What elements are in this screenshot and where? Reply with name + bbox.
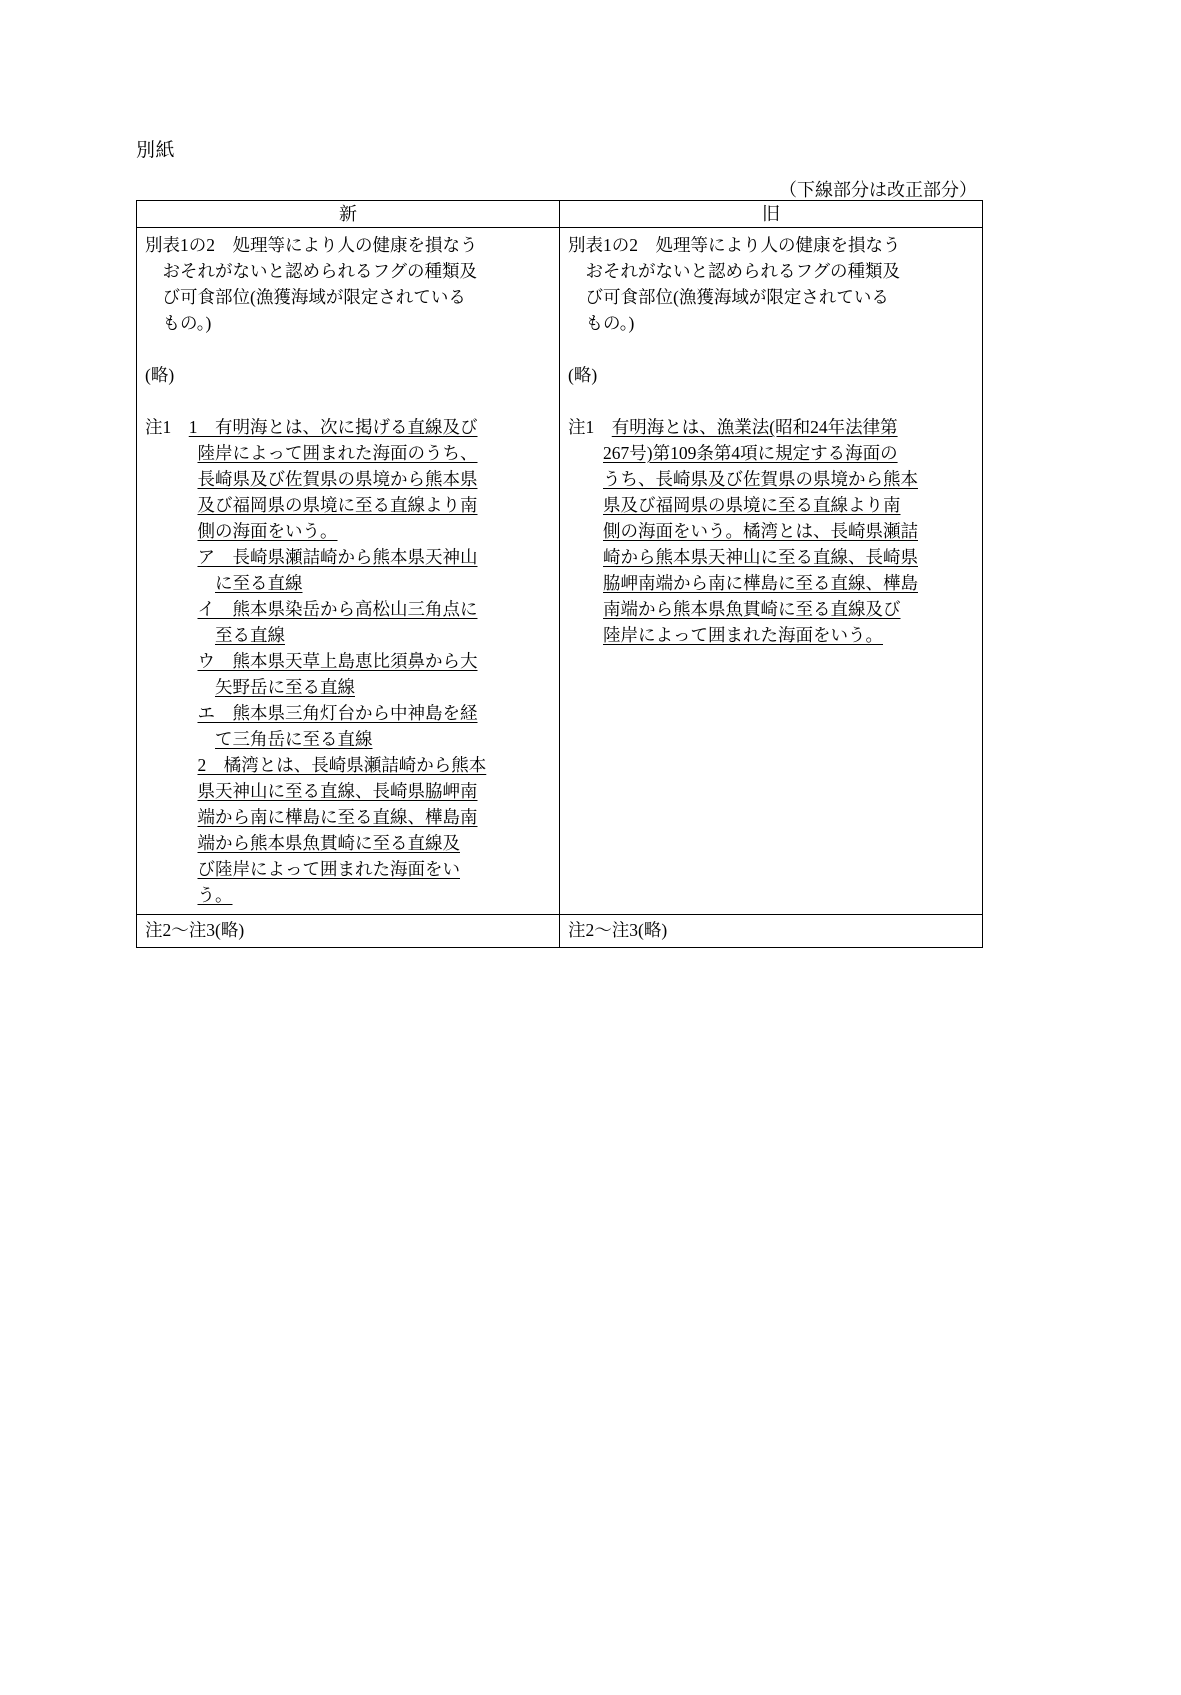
- old-heading-block: [568, 232, 974, 336]
- table-body: [137, 228, 983, 948]
- text-line: [145, 310, 551, 336]
- spacer: [568, 388, 974, 414]
- old-column-content: [560, 228, 982, 654]
- text-line: [145, 570, 551, 596]
- new-old-comparison-table: [136, 200, 983, 948]
- table-content-row: [137, 228, 983, 915]
- table-head: [137, 201, 983, 228]
- line-text: 端から熊本県魚貫崎に至る直線及: [197, 833, 460, 853]
- new-column-content: [137, 228, 559, 914]
- line-text: 至る直線: [215, 625, 285, 645]
- text-line: [145, 830, 551, 856]
- line-text: 長崎県及び佐賀県の県境から熊本県: [197, 469, 478, 489]
- text-line: [568, 310, 974, 336]
- old-footer-note: 注2～注3(略): [568, 920, 668, 940]
- text-line: [145, 544, 551, 570]
- text-line: [145, 232, 551, 258]
- text-line: [568, 622, 974, 648]
- text-line: [145, 726, 551, 752]
- column-header-new: 新: [137, 201, 560, 228]
- line-text: イ 熊本県染岳から高松山三角点に: [197, 599, 478, 619]
- document-label: 別紙: [136, 140, 176, 161]
- text-line: [145, 674, 551, 700]
- text-line: [145, 778, 551, 804]
- line-text: う。: [197, 885, 233, 905]
- line-text: び可食部位(漁獲海域が限定されている: [585, 287, 889, 307]
- line-text: 1 有明海とは、次に掲げる直線及び: [188, 417, 478, 437]
- line-text: 矢野岳に至る直線: [215, 677, 355, 697]
- text-line: [568, 544, 974, 570]
- text-line: [145, 492, 551, 518]
- line-prefix: 注1: [568, 417, 612, 437]
- new-omission: (略): [145, 365, 175, 385]
- text-line: [568, 570, 974, 596]
- line-text: おそれがないと認められるフグの種類及: [162, 261, 477, 281]
- cell-old-column: [560, 228, 983, 915]
- line-text: ア 長崎県瀬詰崎から熊本県天神山: [197, 547, 478, 567]
- line-text: エ 熊本県三角灯台から中神島を経: [197, 703, 478, 723]
- text-line: [568, 492, 974, 518]
- text-line: [145, 622, 551, 648]
- spacer: [145, 336, 551, 362]
- new-footer-note: 注2～注3(略): [145, 920, 245, 940]
- text-line: [568, 466, 974, 492]
- line-text: おそれがないと認められるフグの種類及: [585, 261, 900, 281]
- text-line: [568, 284, 974, 310]
- line-text: もの。): [585, 313, 635, 333]
- line-text: 側の海面をいう。: [197, 521, 338, 541]
- column-header-old: 旧: [560, 201, 983, 228]
- text-line: [145, 284, 551, 310]
- line-text: 267号)第109条第4項に規定する海面の: [603, 443, 898, 463]
- line-text: 脇岬南端から南に樺島に至る直線、樺島: [603, 573, 918, 593]
- text-line: [568, 232, 974, 258]
- old-note1-block: [568, 414, 974, 648]
- text-line: [145, 596, 551, 622]
- new-heading-block: [145, 232, 551, 336]
- line-text: うち、長崎県及び佐賀県の県境から熊本: [603, 469, 918, 489]
- text-line: [145, 466, 551, 492]
- old-omission: (略): [568, 365, 598, 385]
- text-line: [568, 258, 974, 284]
- line-text: び陸岸によって囲まれた海面をい: [197, 859, 460, 879]
- text-line: [145, 518, 551, 544]
- line-text: 2 橘湾とは、長崎県瀬詰崎から熊本: [197, 755, 487, 775]
- line-text: 崎から熊本県天神山に至る直線、長崎県: [603, 547, 918, 567]
- text-line: [568, 518, 974, 544]
- line-prefix: 注1: [145, 417, 189, 437]
- line-text: び可食部位(漁獲海域が限定されている: [162, 287, 466, 307]
- cell-new-footer: [137, 915, 560, 948]
- line-text: 陸岸によって囲まれた海面をいう。: [603, 625, 883, 645]
- line-text: 県天神山に至る直線、長崎県脇岬南: [197, 781, 478, 801]
- line-text: 陸岸によって囲まれた海面のうち、: [197, 443, 478, 463]
- line-text: に至る直線: [215, 573, 303, 593]
- text-line: [145, 882, 551, 908]
- text-line: [145, 700, 551, 726]
- text-line: [145, 648, 551, 674]
- line-text: 南端から熊本県魚貫崎に至る直線及び: [603, 599, 901, 619]
- text-line: [145, 752, 551, 778]
- text-line: [568, 414, 974, 440]
- line-text: ウ 熊本県天草上島恵比須鼻から大: [197, 651, 478, 671]
- line-text: 別表1の2 処理等により人の健康を損なう: [568, 235, 901, 255]
- line-text: 端から南に樺島に至る直線、樺島南: [197, 807, 478, 827]
- new-note1-block: [145, 414, 551, 908]
- text-line: [568, 440, 974, 466]
- line-text: 有明海とは、漁業法(昭和24年法律第: [611, 417, 898, 437]
- text-line: [145, 440, 551, 466]
- text-line: [568, 596, 974, 622]
- line-text: 県及び福岡県の県境に至る直線より南: [603, 495, 901, 515]
- text-line: [145, 414, 551, 440]
- line-text: もの。): [162, 313, 212, 333]
- text-line: [145, 856, 551, 882]
- line-text: 及び福岡県の県境に至る直線より南: [197, 495, 478, 515]
- revision-note: （下線部分は改正部分）: [779, 180, 977, 200]
- text-line: [145, 804, 551, 830]
- line-text: て三角岳に至る直線: [215, 729, 373, 749]
- text-line: [145, 258, 551, 284]
- spacer: [145, 388, 551, 414]
- table-footer-row: [137, 915, 983, 948]
- table-header-row: [137, 201, 983, 228]
- cell-old-footer: [560, 915, 983, 948]
- cell-new-column: [137, 228, 560, 915]
- line-text: 別表1の2 処理等により人の健康を損なう: [145, 235, 478, 255]
- line-text: 側の海面をいう。橘湾とは、長崎県瀬詰: [603, 521, 918, 541]
- spacer: [568, 336, 974, 362]
